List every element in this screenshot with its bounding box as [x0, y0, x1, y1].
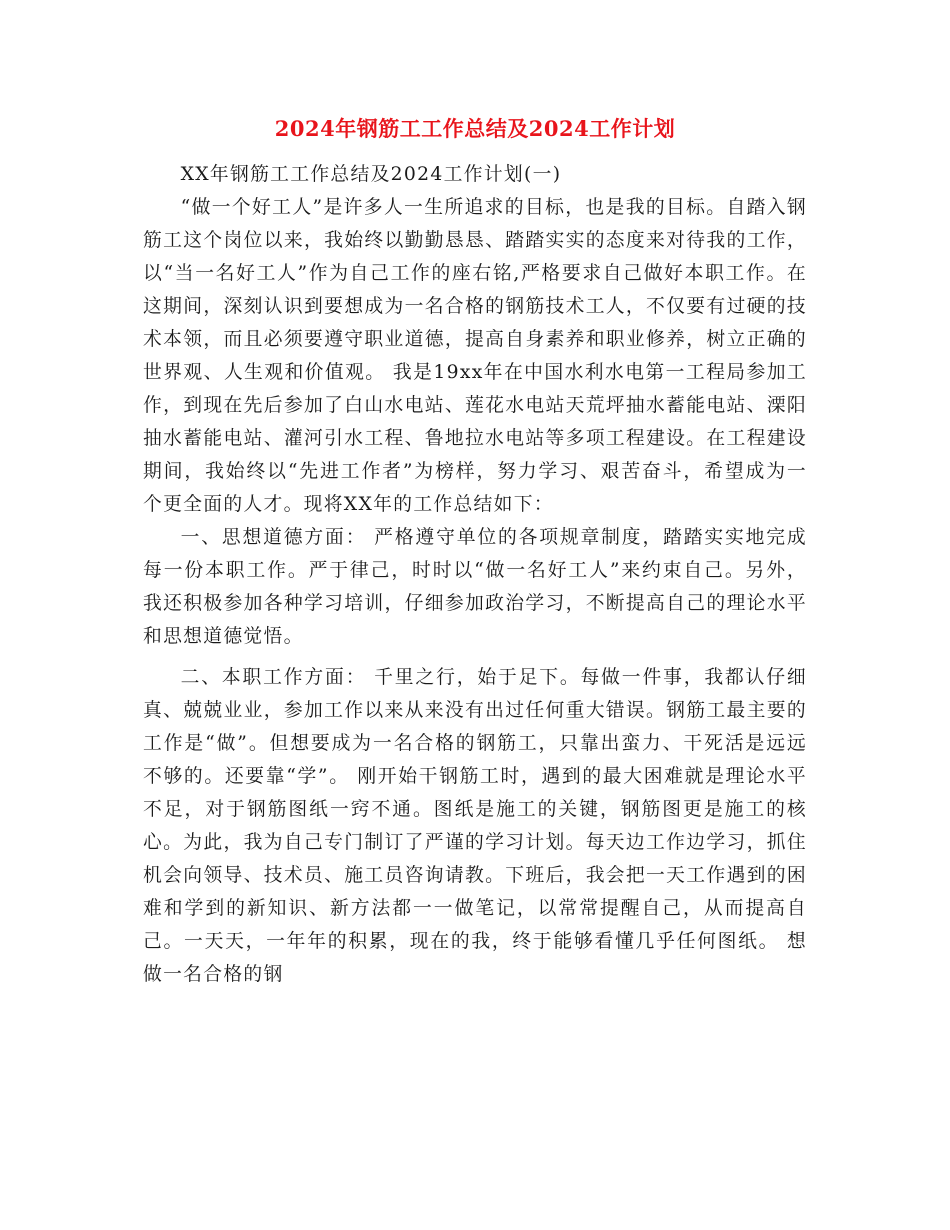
paragraph-intro: “做一个好工人”是许多人一生所追求的目标，也是我的目标。自踏入钢筋工这个岗位以来，我始终以勤勤恳恳、踏踏实实的态度来对待我的工作，以“当一名好工人”作为自己工作的座右铭,严格要求自己做好本职工作。在这期间，深刻认识到要想成为一名合格的钢筋技术工人，不仅要有过硬的技术本领，而且必须要遵守职业道德，提高自身素养和职业修养，树立正确的世界观、人生观和价值观。 我是19xx年在中国水利水电第一工程局参加工作，到现在先后参加了白山水电站、莲花水电站天荒坪抽水蓄能电站、溧阳抽水蓄能电站、灌河引水工程、鲁地拉水电站等多项工程建设。在工程建设期间，我始终以“先进工作者”为榜样，努力学习、艰苦奋斗，希望成为一个更全面的人才。现将XX年的工作总结如下： [143, 197, 807, 515]
paragraph-work: 二、本职工作方面： 千里之行，始于足下。每做一件事，我都认仔细真、兢兢业业，参加工作以来从来没有出过任何重大错误。钢筋工最主要的工作是“做”。但想要成为一名合格的钢筋工，只靠出蛮力、干死活是远远不够的。还要靠“学”。 刚开始干钢筋工时，遇到的最大困难就是理论水平不足，对于钢筋图纸一窍不通。图纸是施工的关键，钢筋图更是施工的核心。为此，我为自己专门制订了严谨的学习计划。每天边工作边学习，抓住机会向领导、技术员、施工员咨询请教。下班后，我会把一天工作遇到的困难和学到的新知识、新方法都一一做笔记，以常常提醒自己，从而提高自己。一天天，一年年的积累，现在的我，终于能够看懂几乎任何图纸。 想做一名合格的钢 [143, 667, 807, 985]
document-body [143, 158, 807, 991]
paragraph-ideology: 一、思想道德方面： 严格遵守单位的各项规章制度，踏踏实实地完成每一份本职工作。严于律己，时时以“做一名好工人”来约束自己。另外，我还积极参加各种学习培训，仔细参加政治学习，不断提高自己的理论水平和思想道德觉悟。 [143, 527, 807, 647]
document-title: 2024年钢筋工工作总结及2024工作计划 [274, 116, 676, 141]
document-subtitle: XX年钢筋工工作总结及2024工作计划(一) [180, 164, 562, 185]
